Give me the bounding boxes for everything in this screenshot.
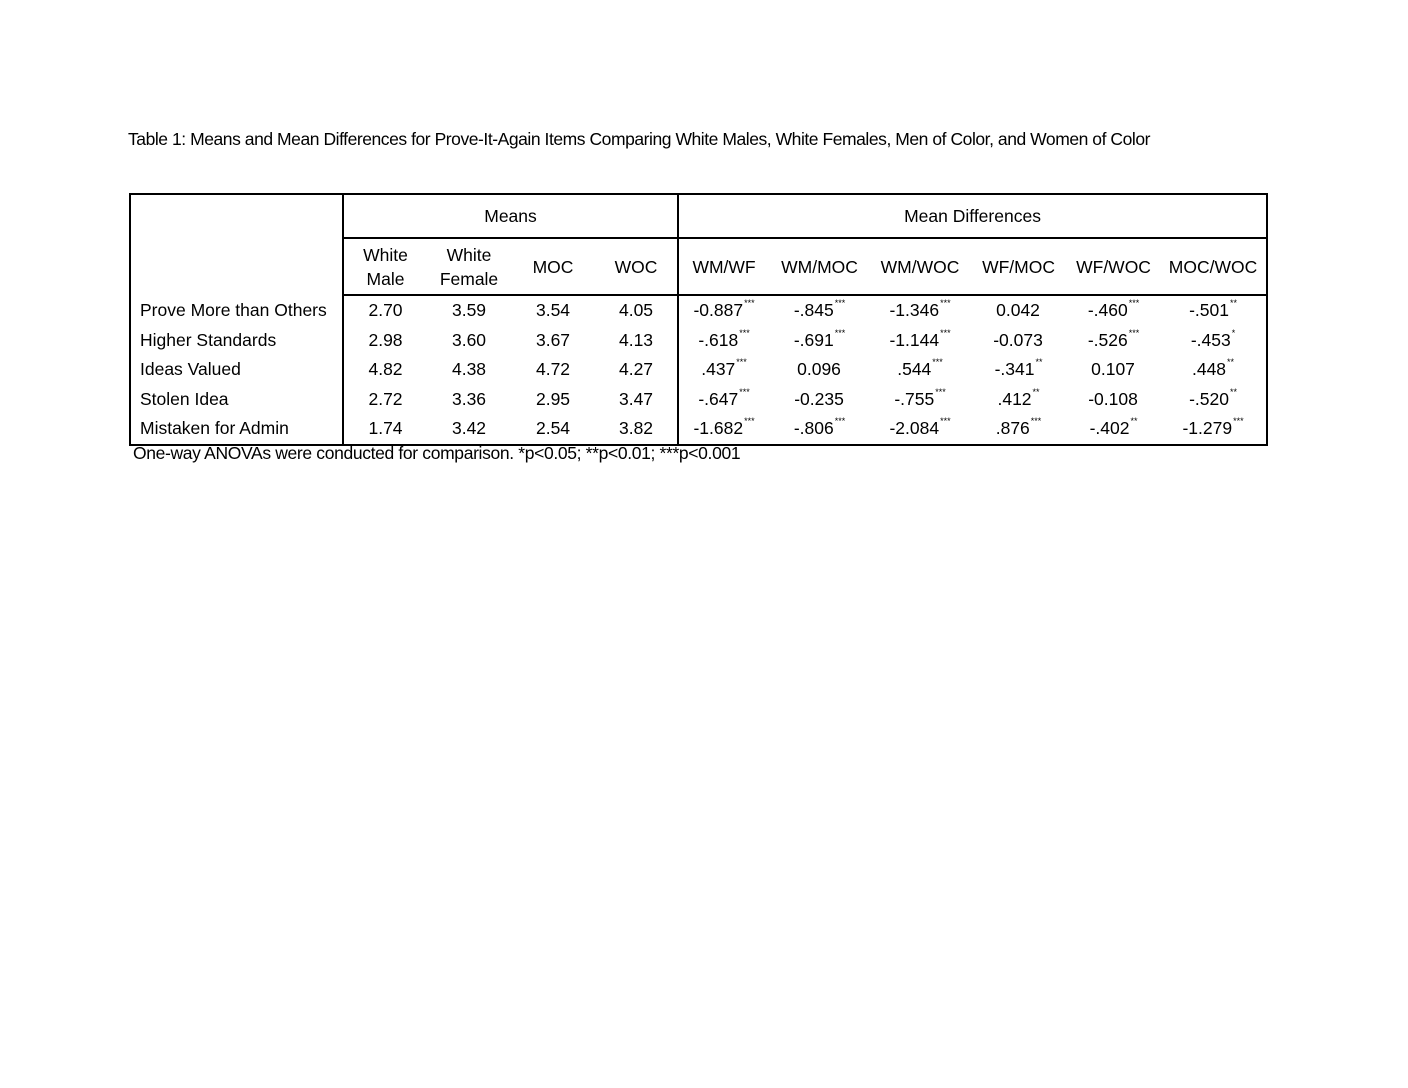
diff-value: -1.346 [889,300,940,321]
table-footnote: One-way ANOVAs were conducted for comparison. *p<0.05; **p<0.01; ***p<0.001 [133,443,741,463]
mean-cell: 4.27 [618,359,654,380]
diff-value: -0.073 [993,329,1043,350]
diff-value: -.618 [698,329,739,350]
diff-cell [870,326,970,356]
corner-cell [130,194,343,295]
diff-value: -1.279 [1182,418,1233,439]
col-header-white-female-line2: Female [439,268,499,289]
col-header-wm-woc: WM/WOC [870,238,970,295]
diff-value: -.691 [793,329,834,350]
table-caption: Table 1: Means and Mean Differences for Prove-It-Again Items Comparing White Males, White Females, Men of Color, and Women of Color [128,129,1150,149]
significance-marker: *** [1030,416,1042,427]
significance-marker: ** [1229,386,1237,397]
row-label: Higher Standards [130,326,343,356]
mean-cell: 3.60 [451,329,487,350]
mean-cell: 3.42 [427,414,511,445]
diff-cell [769,326,870,356]
significance-marker: *** [932,357,943,368]
diff-value: -1.682 [693,418,744,439]
col-header-wf-woc: WF/WOC [1067,238,1160,295]
col-header-woc: WOC [595,238,678,295]
col-header-wm-moc: WM/MOC [769,238,870,295]
significance-marker: ** [1032,386,1040,397]
mean-cell: 3.54 [535,300,571,321]
diff-value: -.755 [894,388,935,409]
diff-cell [970,326,1067,356]
significance-marker: *** [1233,416,1244,427]
diff-value: -.341 [994,359,1035,380]
diff-value: -.402 [1089,418,1130,439]
diff-value: -2.084 [889,418,940,439]
mean-cell: 3.36 [451,388,487,409]
diff-value: -.460 [1087,300,1128,321]
row-label: Prove More than Others [130,295,343,326]
diff-value: -.526 [1087,329,1128,350]
diff-cell [678,414,769,445]
diff-value: -0.108 [1088,388,1138,409]
significance-marker: *** [1128,327,1140,338]
diff-value: -0.235 [794,388,844,409]
col-header-wf-moc: WF/MOC [970,238,1067,295]
significance-marker: *** [940,327,951,338]
diff-cell [769,355,870,385]
col-header-white-female-line1: White [446,244,492,265]
row-label: Ideas Valued [130,355,343,385]
diff-cell [870,385,970,415]
table-row [130,326,1267,356]
diff-value: .437 [701,359,736,380]
diff-cell [769,414,870,445]
diff-value: -.845 [793,300,834,321]
row-label: Mistaken for Admin [130,414,343,445]
diff-cell [1160,326,1267,356]
diff-cell [870,355,970,385]
col-header-white-male [343,238,427,295]
group-header-row [130,194,1267,238]
diff-cell [678,326,769,356]
mean-cell: 3.67 [535,329,571,350]
significance-marker: ** [1035,357,1043,368]
diff-cell [870,295,970,326]
diff-cell [970,355,1067,385]
mean-cell: 3.59 [451,300,487,321]
diff-cell [1067,414,1160,445]
col-header-moc-woc: MOC/WOC [1160,238,1267,295]
diff-value: 0.096 [797,359,841,380]
mean-cell: 4.82 [368,359,403,380]
diff-value: 0.107 [1091,359,1135,380]
diff-cell [1067,355,1160,385]
diff-cell [1160,385,1267,415]
results-table [129,193,1268,446]
diff-value: -.806 [793,418,834,439]
significance-marker: ** [1229,298,1237,309]
col-header-white-male-line1: White [363,244,408,265]
mean-cell: 2.95 [535,388,571,409]
significance-marker: * [1231,327,1236,338]
mean-cell: 2.70 [368,300,403,321]
diff-value: -.647 [698,388,739,409]
significance-marker: *** [940,416,951,427]
diff-value: .412 [997,388,1032,409]
diff-cell [1160,295,1267,326]
table-row [130,385,1267,415]
significance-marker: *** [736,357,747,368]
diff-value: .448 [1191,359,1227,380]
significance-marker: ** [1130,416,1138,427]
table-row [130,414,1267,445]
diff-cell [970,385,1067,415]
significance-marker: *** [940,298,951,309]
diff-cell [970,414,1067,445]
table-row [130,355,1267,385]
table-row [130,295,1267,326]
diff-cell [1160,414,1267,445]
diff-cell [870,414,970,445]
significance-marker: *** [744,298,755,309]
mean-cell: 1.74 [343,414,427,445]
col-header-moc: MOC [511,238,595,295]
mean-cell: 4.72 [535,359,571,380]
mean-cell: 4.38 [451,359,487,380]
col-header-white-male-line2: Male [366,268,405,289]
diff-cell [1067,385,1160,415]
mean-cell: 2.54 [511,414,595,445]
significance-marker: *** [739,386,750,397]
mean-differences-group-header: Mean Differences [678,194,1267,238]
col-header-white-female [427,238,511,295]
mean-cell: 4.13 [618,329,654,350]
significance-marker: *** [834,416,846,427]
mean-cell: 2.98 [368,329,403,350]
mean-cell: 4.05 [618,300,654,321]
mean-cell: 3.47 [618,388,654,409]
diff-cell [970,295,1067,326]
diff-cell [1067,295,1160,326]
means-group-header: Means [343,194,678,238]
diff-cell [1067,326,1160,356]
significance-marker: *** [739,327,750,338]
diff-value: -.520 [1189,388,1229,409]
significance-marker: ** [1227,357,1235,368]
col-header-wm-wf: WM/WF [678,238,769,295]
significance-marker: *** [834,327,846,338]
mean-cell: 2.72 [368,388,403,409]
significance-marker: *** [834,298,846,309]
diff-value: -.453 [1190,329,1231,350]
significance-marker: *** [744,416,755,427]
diff-cell [769,295,870,326]
diff-cell [678,295,769,326]
diff-cell [678,385,769,415]
diff-cell [1160,355,1267,385]
diff-value: .544 [897,359,932,380]
diff-cell [769,385,870,415]
diff-cell [678,355,769,385]
significance-marker: *** [935,386,946,397]
diff-value: -1.144 [889,329,940,350]
diff-value: .876 [995,418,1030,439]
diff-value: -0.887 [693,300,744,321]
mean-cell: 3.82 [595,414,678,445]
row-label: Stolen Idea [130,385,343,415]
diff-value: 0.042 [996,300,1040,321]
diff-value: -.501 [1189,300,1229,321]
significance-marker: *** [1128,298,1140,309]
